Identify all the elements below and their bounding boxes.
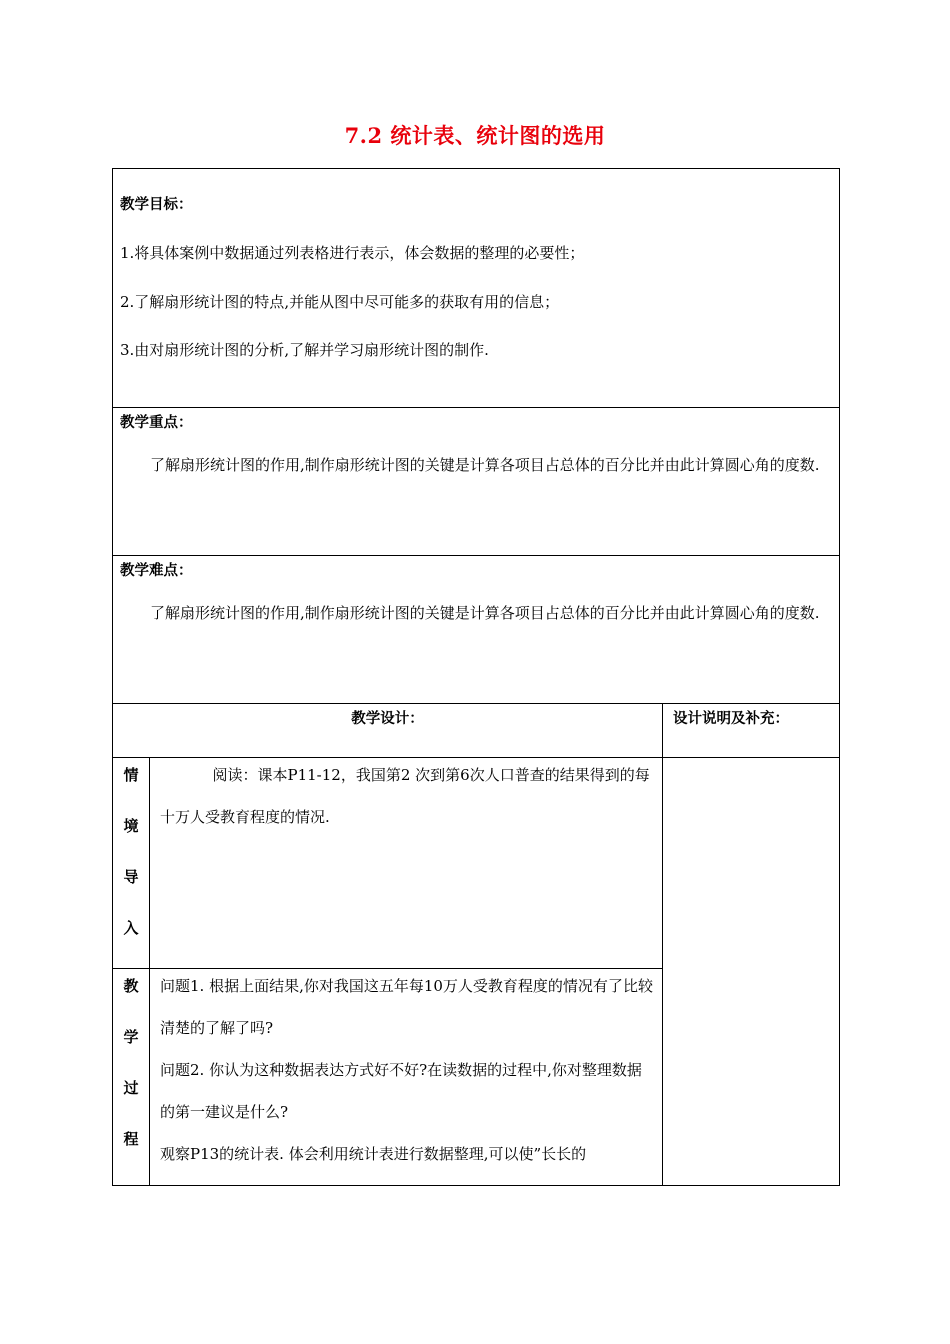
process-label-char: 过 [123,1079,139,1097]
intro-label-char: 导 [123,868,139,886]
difficulties-heading: 教学难点： [120,563,193,579]
design-header-row [113,704,840,758]
observation-text: 观察P13的统计表. 体会利用统计表进行数据整理,可以使”长长的 [160,1145,587,1163]
intro-label-char: 入 [123,919,139,937]
page-title: 7.2 统计表、统计图的选用 [344,123,606,148]
objectives-heading: 教学目标： [120,197,193,213]
question-1: 问题1. 根据上面结果,你对我国这五年每10万人受教育程度的情况有了比较清楚的了解了吗? [160,977,653,1037]
key-points-text: 了解扇形统计图的作用,制作扇形统计图的关键是计算各项目占总体的百分比并由此计算圆心角的度数. [150,456,820,474]
key-points-heading: 教学重点： [120,415,193,431]
difficulties-row [113,556,840,704]
objective-item: 1.将具体案例中数据通过列表格进行表示，体会数据的整理的必要性； [120,244,585,262]
design-notes-heading: 设计说明及补充： [673,711,789,727]
process-label-char: 教 [123,977,139,995]
objectives-row [113,169,840,408]
key-points-row [113,408,840,556]
objective-item: 3.由对扇形统计图的分析,了解并学习扇形统计图的制作. [120,341,489,359]
process-label [113,973,149,1152]
design-notes-cell [663,758,840,1186]
lesson-plan-table [112,168,840,1186]
intro-label [113,762,149,941]
process-label-char: 学 [123,1028,139,1046]
objective-item: 2.了解扇形统计图的特点,并能从图中尽可能多的获取有用的信息； [120,293,560,311]
design-heading: 教学设计： [351,711,424,727]
intro-text: 阅读：课本P11-12，我国第2 次到第6次人口普查的结果得到的每十万人受教育程度的情况. [160,766,650,826]
difficulties-text: 了解扇形统计图的作用,制作扇形统计图的关键是计算各项目占总体的百分比并由此计算圆心角的度数. [150,604,820,622]
intro-row [113,758,840,969]
intro-label-char: 情 [123,766,139,784]
intro-label-char: 境 [123,817,139,835]
question-2: 问题2. 你认为这种数据表达方式好不好?在读数据的过程中,你对整理数据的第一建议是什么? [160,1061,642,1121]
process-label-char: 程 [123,1130,139,1148]
